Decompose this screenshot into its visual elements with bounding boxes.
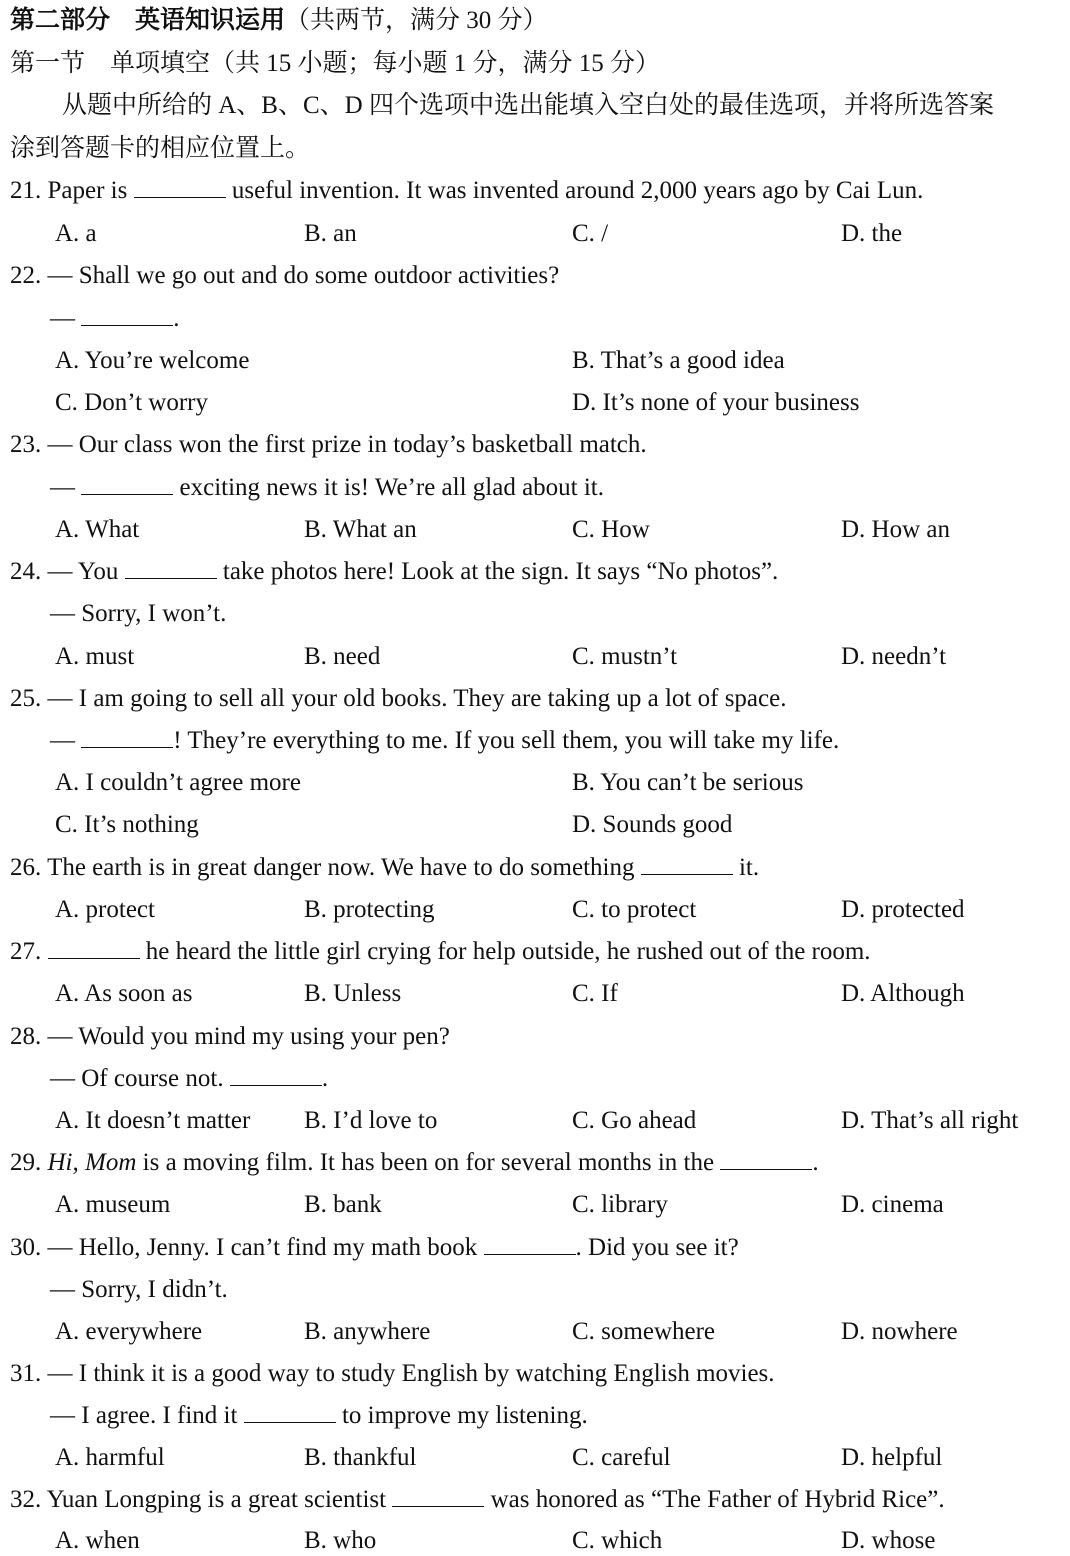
option-b: B. What an — [304, 516, 417, 543]
answer-blank — [641, 873, 733, 875]
question-22-reply — [50, 304, 180, 334]
option-b: B. You can’t be serious — [572, 769, 804, 796]
question-text: Yuan Longping is a great scientist — [46, 1486, 393, 1513]
answer-blank — [134, 196, 226, 198]
answer-blank — [81, 324, 173, 326]
question-text: was honored as “The Father of Hybrid Rice”. — [484, 1486, 945, 1513]
question-text: he heard the little girl crying for help outside, he rushed out of the room. — [139, 938, 871, 965]
question-text: Paper is — [47, 177, 134, 204]
question-number: 25. — [10, 685, 48, 712]
option-c: C. If — [572, 980, 618, 1007]
option-b: B. anywhere — [304, 1318, 431, 1345]
option-d: D. That’s all right — [841, 1107, 1019, 1134]
option-d: D. How an — [841, 516, 951, 543]
option-a: A. As soon as — [55, 980, 193, 1007]
question-28-reply — [50, 1064, 328, 1094]
question-31-reply — [50, 1401, 588, 1431]
question-text: is a moving film. It has been on for several months in the — [136, 1149, 721, 1176]
answer-blank — [484, 1253, 576, 1255]
question-text: ! They’re everything to me. If you sell them, you will take my life. — [173, 727, 840, 754]
answer-blank — [720, 1168, 812, 1170]
option-a: A. I couldn’t agree more — [55, 769, 301, 796]
option-a: A. everywhere — [55, 1318, 203, 1345]
question-text: — Our class won the first prize in today’s basketball match. — [47, 431, 647, 458]
option-b: B. That’s a good idea — [572, 347, 785, 374]
option-d: D. helpful — [841, 1444, 943, 1471]
question-number: 32. — [10, 1486, 47, 1513]
question-text: — I am going to sell all your old books. They are taking up a lot of space. — [47, 685, 787, 712]
option-a: A. What — [55, 516, 140, 543]
option-a: A. a — [55, 220, 97, 247]
question-text: . Did you see it? — [575, 1234, 739, 1261]
option-d: D. cinema — [841, 1191, 944, 1218]
question-text: — Of course not. — [50, 1065, 230, 1092]
option-c: C. library — [572, 1191, 668, 1218]
question-number: 23. — [10, 431, 48, 458]
part-title — [10, 6, 548, 36]
option-d: D. the — [841, 220, 903, 247]
option-c: C. careful — [572, 1444, 671, 1471]
question-25-reply — [50, 726, 839, 756]
option-b: B. Unless — [304, 980, 402, 1007]
part-title-bold: 第二部分 英语知识运用 — [10, 7, 286, 34]
dash: — — [50, 727, 82, 754]
question-28 — [10, 1022, 450, 1052]
option-c: C. to protect — [572, 896, 697, 923]
section-title: 第一节 单项填空（共 15 小题；每小题 1 分，满分 15 分） — [10, 50, 661, 77]
dash: — — [50, 474, 82, 501]
question-number: 24. — [10, 558, 48, 585]
option-b: B. an — [304, 220, 357, 247]
option-a: A. You’re welcome — [55, 347, 250, 374]
answer-blank — [244, 1421, 336, 1423]
option-c: C. Don’t worry — [55, 389, 209, 416]
question-text: — Shall we go out and do some outdoor activities? — [47, 262, 560, 289]
option-b: B. protecting — [304, 896, 435, 923]
question-22 — [10, 261, 559, 291]
instruction-line-2: 涂到答题卡的相应位置上。 — [10, 135, 311, 162]
option-c: C. mustn’t — [572, 643, 678, 670]
question-24-reply: — Sorry, I won’t. — [50, 600, 227, 627]
question-number: 28. — [10, 1023, 48, 1050]
question-text: — Would you mind my using your pen? — [47, 1023, 450, 1050]
option-d: D. nowhere — [841, 1318, 958, 1345]
option-a: A. harmful — [55, 1444, 165, 1471]
question-29 — [10, 1148, 819, 1178]
instruction-line-1: 从题中所给的 A、B、C、D 四个选项中选出能填入空白处的最佳选项，并将所选答案 — [62, 92, 994, 119]
option-a: A. museum — [55, 1191, 171, 1218]
question-text: The earth is in great danger now. We have to do something — [47, 854, 641, 881]
question-30 — [10, 1233, 739, 1263]
option-d: D. Although — [841, 980, 965, 1007]
answer-blank — [48, 957, 140, 959]
question-number: 30. — [10, 1234, 48, 1261]
question-text: — Hello, Jenny. I can’t find my math book — [47, 1234, 484, 1261]
option-b: B. thankful — [304, 1444, 417, 1471]
film-title: Hi, Mom — [47, 1149, 137, 1176]
option-c: C. Go ahead — [572, 1107, 697, 1134]
dash: — — [50, 305, 82, 332]
question-23-reply — [50, 473, 604, 503]
question-number: 31. — [10, 1360, 48, 1387]
question-text: — You — [47, 558, 125, 585]
answer-blank — [392, 1505, 484, 1507]
part-title-rest: （共两节，满分 30 分） — [285, 7, 548, 34]
question-25 — [10, 684, 786, 714]
question-number: 21. — [10, 177, 48, 204]
option-b: B. who — [304, 1527, 377, 1554]
option-a: A. protect — [55, 896, 155, 923]
question-text: useful invention. It was invented around 2,000 years ago by Cai Lun. — [225, 177, 924, 204]
question-text: it. — [732, 854, 760, 881]
option-a: A. when — [55, 1527, 140, 1554]
question-text: take photos here! Look at the sign. It says “No photos”. — [216, 558, 779, 585]
option-a: A. It doesn’t matter — [55, 1107, 251, 1134]
answer-blank — [81, 746, 173, 748]
option-c: C. It’s nothing — [55, 811, 199, 838]
answer-blank — [81, 493, 173, 495]
question-text: to improve my listening. — [335, 1402, 588, 1429]
question-text: — I think it is a good way to study English by watching English movies. — [47, 1360, 775, 1387]
option-d: D. whose — [841, 1527, 936, 1554]
question-31 — [10, 1359, 775, 1389]
option-b: B. need — [304, 643, 381, 670]
option-c: C. / — [572, 220, 609, 247]
option-b: B. bank — [304, 1191, 382, 1218]
question-21 — [10, 176, 923, 206]
option-d: D. Sounds good — [572, 811, 733, 838]
option-c: C. which — [572, 1527, 663, 1554]
option-d: D. It’s none of your business — [572, 389, 860, 416]
question-23 — [10, 430, 647, 460]
question-27 — [10, 937, 871, 967]
question-30-reply: — Sorry, I didn’t. — [50, 1276, 228, 1303]
question-26 — [10, 853, 759, 883]
option-d: D. protected — [841, 896, 965, 923]
option-c: C. somewhere — [572, 1318, 716, 1345]
question-number: 29. — [10, 1149, 48, 1176]
question-number: 27. — [10, 938, 48, 965]
question-number: 22. — [10, 262, 48, 289]
question-number: 26. — [10, 854, 48, 881]
question-text: . — [321, 1065, 329, 1092]
answer-blank — [230, 1084, 322, 1086]
question-text: exciting news it is! We’re all glad about it. — [173, 474, 604, 501]
question-text: . — [812, 1149, 819, 1176]
option-c: C. How — [572, 516, 650, 543]
question-24 — [10, 557, 778, 587]
option-d: D. needn’t — [841, 643, 947, 670]
question-text: . — [173, 305, 180, 332]
question-32 — [10, 1485, 945, 1515]
answer-blank — [125, 577, 217, 579]
option-b: B. I’d love to — [304, 1107, 438, 1134]
question-text: — I agree. I find it — [50, 1402, 244, 1429]
option-a: A. must — [55, 643, 135, 670]
